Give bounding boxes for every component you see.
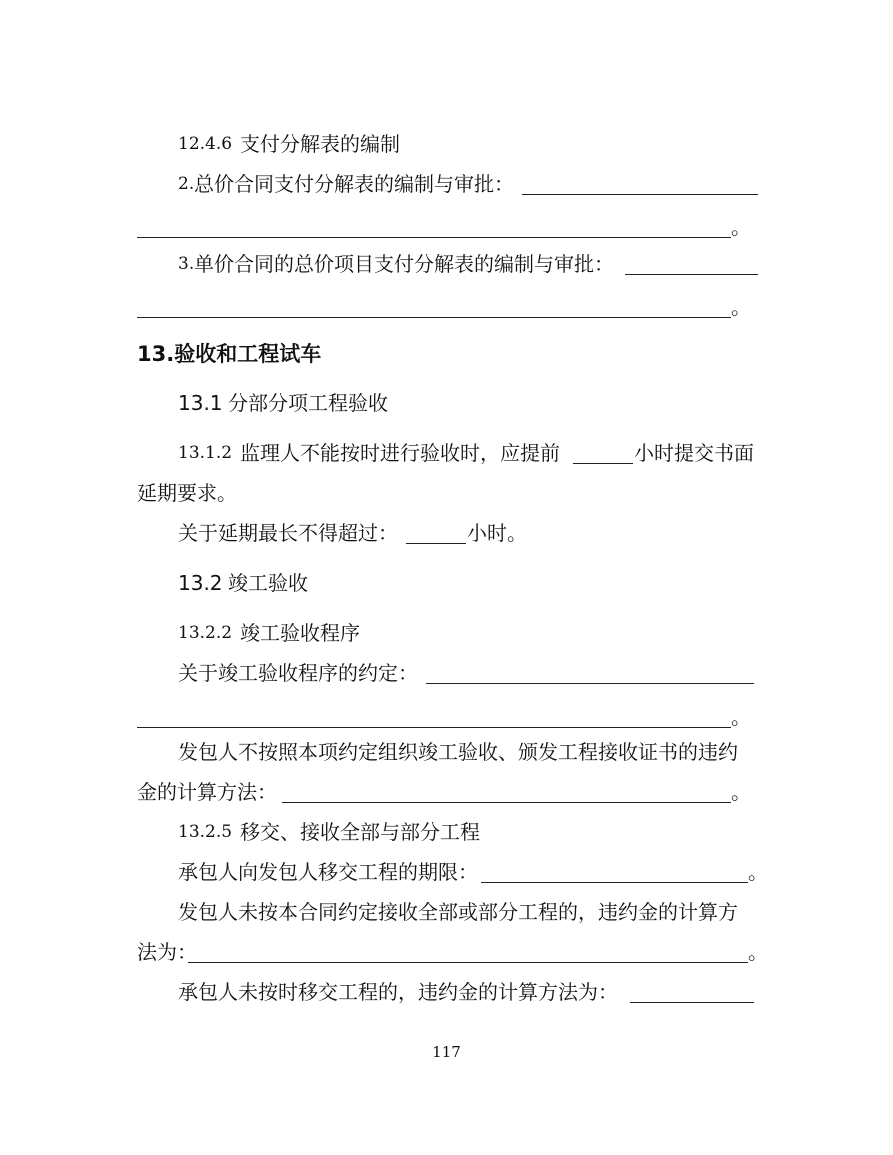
section-number: 13.1 — [178, 391, 223, 415]
section-title: 分部分项工程验收 — [228, 391, 388, 415]
contractor-penalty-line — [0, 975, 893, 1009]
period: 。 — [748, 940, 768, 964]
period: 。 — [731, 705, 751, 729]
section-13-2-heading — [0, 566, 893, 600]
delay-limit-line — [0, 516, 893, 550]
page-number: 117 — [432, 1043, 461, 1061]
item-3-continuation — [0, 290, 893, 324]
blank-field[interactable] — [188, 962, 748, 963]
period: 。 — [731, 295, 751, 319]
owner-penalty-text-end: 法为： — [137, 940, 197, 964]
penalty-continuation — [0, 775, 893, 809]
item-text: 总价合同支付分解表的编制与审批： — [194, 172, 514, 196]
procedure-line — [0, 656, 893, 690]
clause-title: 竣工验收程序 — [240, 621, 360, 645]
handover-line — [0, 855, 893, 889]
clause-number: 13.2.2 — [178, 623, 233, 643]
blank-field[interactable] — [282, 802, 731, 803]
section-number: 13.2 — [178, 571, 223, 595]
period: 。 — [748, 860, 768, 884]
blank-field[interactable] — [630, 1002, 754, 1003]
delay-limit-text: 关于延期最长不得超过： — [178, 521, 398, 545]
item-2-line — [0, 167, 893, 201]
contractor-penalty-text: 承包人未按时移交工程的，违约金的计算方法为： — [178, 980, 618, 1004]
period: 。 — [731, 780, 751, 804]
delay-limit-unit: 小时。 — [467, 521, 527, 545]
blank-field[interactable] — [481, 882, 748, 883]
clause-13-1-2-continuation — [0, 476, 893, 510]
clause-13-1-2-line — [0, 436, 893, 470]
procedure-continuation — [0, 700, 893, 734]
penalty-text: 发包人不按照本项约定组织竣工验收、颁发工程接收证书的违约 — [178, 740, 738, 764]
chapter-title: 13.验收和工程试车 — [137, 342, 322, 366]
section-12-4-6-heading — [0, 127, 893, 161]
clause-number: 13.2.5 — [178, 822, 233, 842]
clause-13-2-5-heading — [0, 815, 893, 849]
period: 。 — [731, 215, 751, 239]
clause-13-2-2-heading — [0, 616, 893, 650]
clause-text: 监理人不能按时进行验收时，应提前 — [240, 441, 560, 465]
item-text: 单价合同的总价项目支付分解表的编制与审批： — [194, 252, 614, 276]
blank-field[interactable] — [426, 683, 754, 684]
penalty-text-end: 金的计算方法： — [137, 780, 277, 804]
owner-penalty-text: 发包人未按本合同约定接收全部或部分工程的，违约金的计算方 — [178, 900, 738, 924]
item-number: 2. — [178, 174, 195, 194]
section-title: 支付分解表的编制 — [240, 132, 400, 156]
clause-text-cont: 小时提交书面 — [634, 441, 754, 465]
hours-blank-field[interactable] — [406, 543, 466, 544]
owner-penalty-continuation — [0, 935, 893, 969]
section-title: 竣工验收 — [228, 571, 308, 595]
blank-field[interactable] — [625, 274, 758, 275]
blank-field[interactable] — [522, 194, 758, 195]
section-13-1-heading — [0, 386, 893, 420]
clause-title: 移交、接收全部与部分工程 — [240, 820, 480, 844]
section-number: 12.4.6 — [178, 134, 233, 154]
blank-field[interactable] — [137, 237, 731, 238]
owner-penalty-line — [0, 895, 893, 929]
hours-blank-field[interactable] — [573, 463, 633, 464]
item-2-continuation — [0, 210, 893, 244]
clause-text-end: 延期要求。 — [137, 481, 237, 505]
item-3-line — [0, 247, 893, 281]
chapter-13-heading — [0, 337, 893, 371]
penalty-line — [0, 735, 893, 769]
blank-field[interactable] — [137, 317, 731, 318]
clause-number: 13.1.2 — [178, 443, 233, 463]
procedure-text: 关于竣工验收程序的约定： — [178, 661, 418, 685]
item-number: 3. — [178, 254, 195, 274]
handover-text: 承包人向发包人移交工程的期限： — [178, 860, 478, 884]
blank-field[interactable] — [137, 727, 731, 728]
